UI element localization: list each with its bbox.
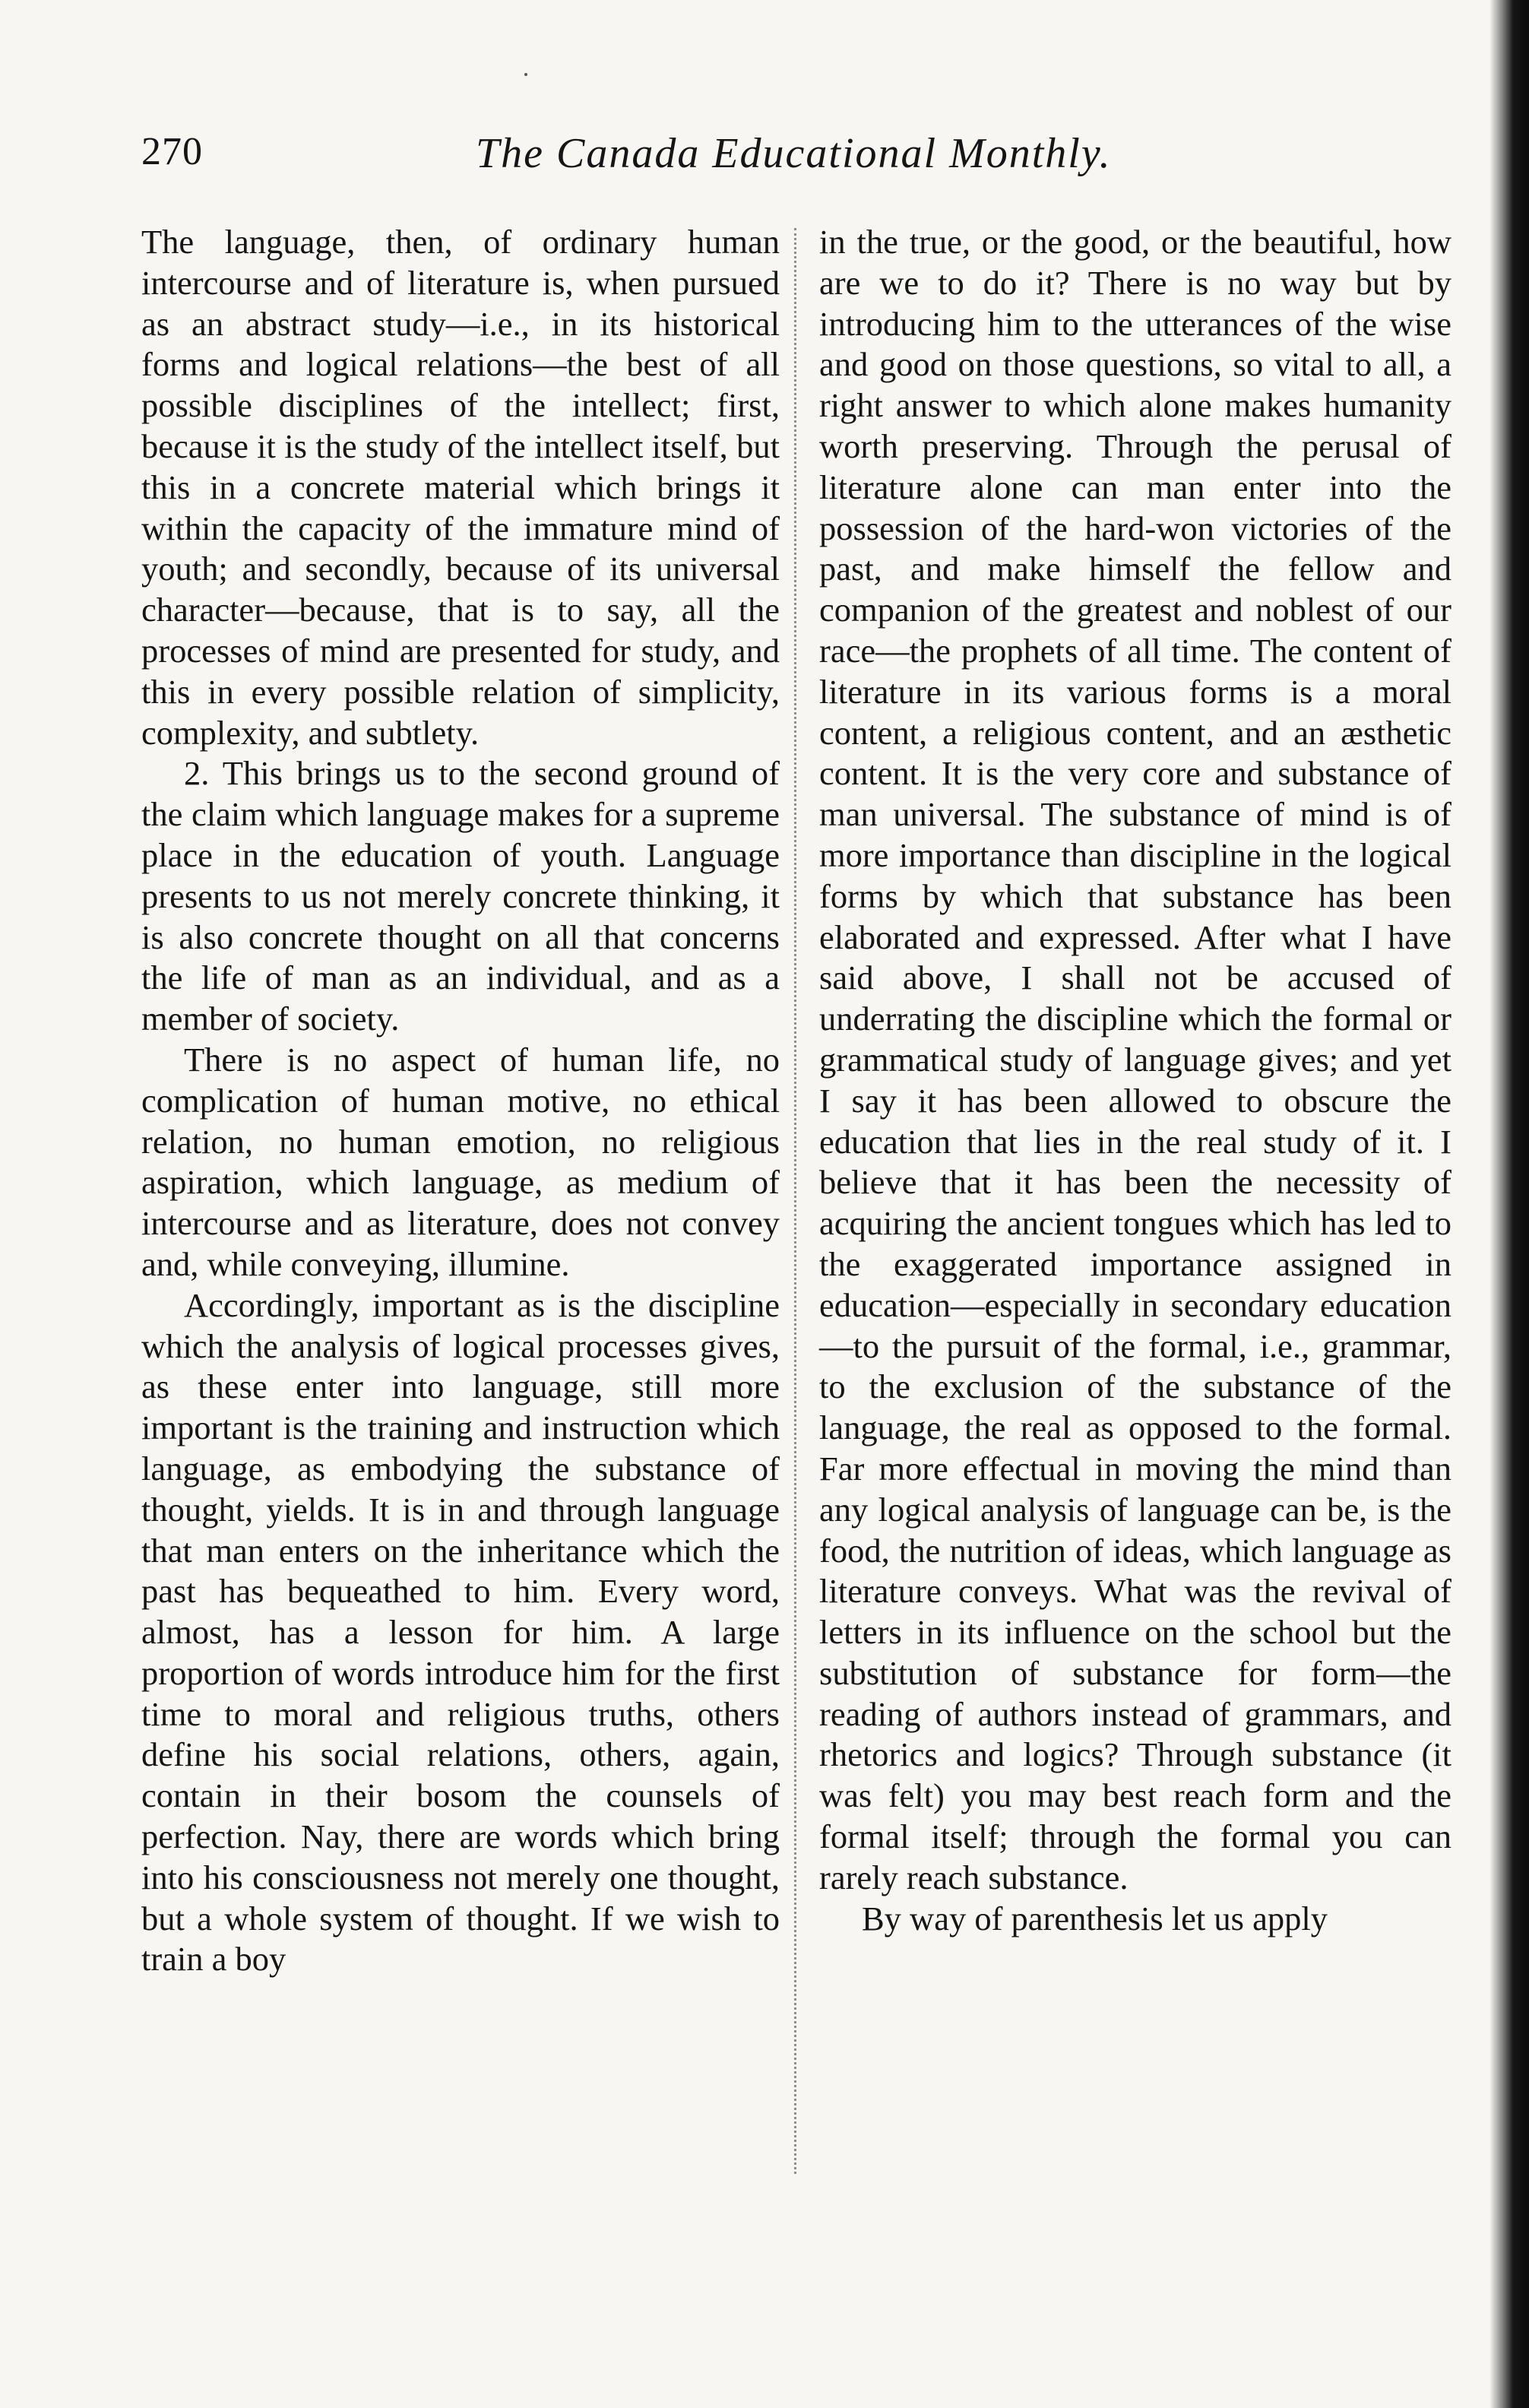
paragraph: By way of parenthesis let us apply xyxy=(862,1899,1328,1937)
column-divider xyxy=(794,228,796,2174)
paragraph: Accordingly, important as is the discipline which the analysis of logical processes gives, as these enter into language, still more important is the training and instruction which language, as embodying the substance of thought, yields. It is in and through language that man enters on the inheritance which the past has bequeathed to him. Every word, almost, has a lesson for him. A large proportion of words introduce him for the first time to moral and religious truths, others define his social relations, others, again, contain in their bosom the counsels of perfection. Nay, there are words which bring into his consciousness not merely one thought, but a whole system of thought. If we wish to train a boy xyxy=(141,1285,780,1979)
right-column xyxy=(819,222,1451,1939)
paragraph: in the true, or the good, or the beautiful, how are we to do it? There is no way but by introducing him to the utterances of the wise and good on those questions, so vital to all, a right answer to which alone makes humanity worth preserving. Through the perusal of literature alone can man enter into the possession of the hard-won victories of the past, and make himself the fellow and companion of the greatest and noblest of our race—the prophets of all time. The content of literature in its various forms is a moral content, a religious content, and an æsthetic content. It is the very core and substance of man universal. The substance of mind is of more importance than discipline in the logical forms by which that substance has been elaborated and expressed. After what I have said above, I shall not be accused of underrating the discipline which the formal or grammatical study of language gives; and yet I say it has been allowed to obscure the education that lies in the real study of it. I believe that it has been the necessity of acquiring the ancient tongues which has led to the exaggerated importance assigned in education—especially in secondary education—to the pursuit of the formal, i.e., grammar, to the exclusion of the substance of the language, the real as opposed to the formal. Far more effectual in moving the mind than any logical analysis of language can be, is the food, the nutrition of ideas, which language as literature conveys. What was the revival of letters in its influence on the school but the substitution of substance for form—the reading of authors instead of grammars, and rhetorics and logics? Through substance (it was felt) you may best reach form and the formal itself; through the formal you can rarely reach substance. xyxy=(819,223,1451,1896)
scan-speck xyxy=(524,73,527,76)
paragraph: 2. This brings us to the second ground of the claim which language makes for a supreme place in the education of youth. Language presents to us not merely concrete thinking, it is also concrete thought on all that concerns the life of man as an individual, and as a member of society. xyxy=(141,754,780,1038)
page-header xyxy=(141,129,1438,190)
paragraph: The language, then, of ordinary human intercourse and of literature is, when pursued as an abstract study—i.e., in its historical forms and logical relations—the best of all possible disciplines of the intellect; first, because it is the study of the intellect itself, but this in a concrete material which brings it within the capacity of the immature mind of youth; and secondly, because of its universal character—because, that is to say, all the processes of mind are presented for study, and this in every possible relation of simplicity, complexity, and subtlety. xyxy=(141,223,780,752)
page-number: 270 xyxy=(141,130,203,173)
left-column xyxy=(141,222,780,1980)
running-title: The Canada Educational Monthly. xyxy=(476,130,1112,177)
paragraph: There is no aspect of human life, no complication of human motive, no ethical relation, no human emotion, no religious aspiration, which language, as medium of intercourse and as literature, does not convey and, while conveying, illumine. xyxy=(141,1040,780,1283)
scan-edge-shadow xyxy=(1489,0,1529,2408)
